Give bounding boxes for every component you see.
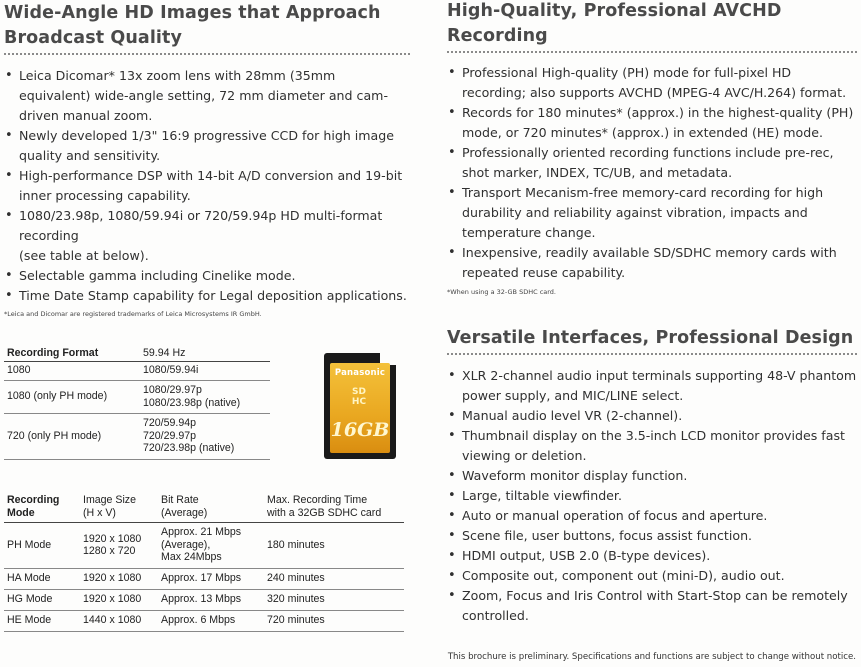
dotted-divider [4,53,410,55]
list-item: • Transport Mecanism-free memory-card recording for high durability and reliability against vibration, impacts and temperature change. [447,183,857,243]
section-title-avchd: High-Quality, Professional AVCHD Recording [447,1,782,46]
header-line: with a 32GB SDHC card [267,506,382,519]
list-item: • Scene file, user buttons, focus assist function. [447,526,857,546]
cell-line: Approx. 21 Mbps [161,526,242,539]
table-cell: 1920 x 1080 [83,572,142,585]
list-item: • Time Date Stamp capability for Legal deposition applications. [4,286,410,306]
dotted-divider [447,51,857,53]
table-cell: 1920 x 1080 [83,593,142,606]
cell-line: 1920 x 1080 [83,532,142,545]
table-header-row [4,346,270,361]
format-value: 1080/23.98p (native) [143,396,241,409]
table-cell: HG Mode [7,593,53,606]
sdhc-footnote: *When using a 32-GB SDHC card. [447,288,557,296]
table-row [4,380,270,413]
dotted-divider [447,353,857,355]
header-line: Recording [7,494,60,507]
table-cell: 1080/59.94i [143,364,199,377]
sdhc-card-image [324,353,396,459]
list-item: • Thumbnail display on the 3.5-inch LCD monitor provides fast viewing or deletion. [447,426,857,466]
format-value: 720/29.97p [143,429,197,442]
table-cell: 720 minutes [267,614,325,627]
wide-angle-feature-list [4,66,410,306]
list-item: • Records for 180 minutes* (approx.) in the highest-quality (PH) mode, or 720 minutes* (approx.) in extended (HE) mode. [447,103,857,143]
recording-format-table [4,346,270,460]
list-item-text: 1080/23.98p, 1080/59.94i or 720/59.94p HD multi-format recording [19,208,383,243]
table-cell: Approx. 17 Mbps [161,572,242,585]
cell-line: Max 24Mbps [161,551,222,564]
table-cell [140,380,270,413]
table-row [4,413,270,459]
section-title-wide-angle [4,1,410,51]
table-cell: 720 (only PH mode) [7,429,102,442]
table-cell [158,522,264,568]
right-column [447,0,857,626]
list-item: • Professional High-quality (PH) mode for full-pixel HD recording; also supports AVCHD (MPEG-4 AVC/H.264) format. [447,63,857,103]
table-cell: HE Mode [7,614,52,627]
table-header-cell: 59.94 Hz [143,347,186,359]
recording-mode-table [4,492,404,632]
left-column [4,0,410,627]
interfaces-feature-list [447,366,857,626]
list-item: • Leica Dicomar* 13x zoom lens with 28mm (35mm equivalent) wide-angle setting, 72 mm diameter and cam-driven manual zoom. [4,66,410,126]
format-value: 720/23.98p (native) [143,442,235,455]
section-title-interfaces: Versatile Interfaces, Professional Design [447,328,854,348]
card-capacity: 16GB [330,419,390,441]
title-line-2: Broadcast Quality [4,28,182,48]
table-header-cell [158,492,264,522]
card-type-logo: SD HC [351,387,367,407]
table-cell [80,522,158,568]
list-item: • Composite out, component out (mini-D), audio out. [447,566,857,586]
list-item: • Manual audio level VR (2-channel). [447,406,857,426]
table-cell: 320 minutes [267,593,325,606]
table-header-cell: Recording Format [7,347,99,359]
header-line: Bit Rate [161,494,199,507]
avchd-feature-list [447,63,857,283]
table-cell [140,413,270,459]
table-cell: 1080 [7,364,31,377]
table-header-cell [4,492,80,522]
table-header-cell [264,492,404,522]
list-item: • XLR 2-channel audio input terminals supporting 48-V phantom power supply, and MIC/LINE select. [447,366,857,406]
list-item: • Professionally oriented recording functions include pre-rec, shot marker, INDEX, TC/UB, and metadata. [447,143,857,183]
header-line: Mode [7,506,35,519]
list-item [4,206,410,266]
list-item: • Inexpensive, readily available SD/SDHC memory cards with repeated reuse capability. [447,243,857,283]
table-row [4,361,270,380]
format-value: 720/59.94p [143,417,197,430]
table-row [4,522,404,568]
title-line-1: Wide-Angle HD Images that Approach [4,3,381,23]
list-item: • Large, tiltable viewfinder. [447,486,857,506]
table-cell: 1080 (only PH mode) [7,390,108,403]
table-header-row [4,492,404,522]
header-line: Image Size [83,494,136,507]
cell-line: (Average), [161,538,211,551]
table-cell: Approx. 13 Mbps [161,593,242,606]
list-item: • Newly developed 1/3" 16:9 progressive CCD for high image quality and sensitivity. [4,126,410,166]
header-line: Max. Recording Time [267,494,368,507]
table-cell: Approx. 6 Mbps [161,614,236,627]
list-item: • Waveform monitor display function. [447,466,857,486]
header-line: (Average) [161,506,208,519]
card-label [330,363,390,453]
table-cell: 1440 x 1080 [83,614,142,627]
list-item: • High-performance DSP with 14-bit A/D conversion and 19-bit inner processing capability. [4,166,410,206]
format-value: 1080/29.97p [143,384,202,396]
table-cell: HA Mode [7,572,51,585]
list-item: • Auto or manual operation of focus and aperture. [447,506,857,526]
list-item: • Selectable gamma including Cinelike mode. [4,266,410,286]
list-item-text-cont: (see table at below). [19,248,149,263]
table-row [4,568,404,589]
disclaimer-footer: This brochure is preliminary. Specifications and functions are subject to change without notice. [447,652,856,662]
header-line: (H x V) [83,506,116,519]
table-cell: 180 minutes [267,538,325,551]
list-item: • HDMI output, USB 2.0 (B-type devices). [447,546,857,566]
cell-line: 1280 x 720 [83,545,136,557]
table-row [4,589,404,610]
table-row [4,610,404,631]
table-cell: PH Mode [7,538,52,551]
table-cell: 240 minutes [267,572,325,585]
card-brand: Panasonic [334,368,386,378]
trademark-footnote: *Leica and Dicomar are registered trademarks of Leica Microsystems IR GmbH. [4,310,262,318]
table-header-cell [80,492,158,522]
list-item: • Zoom, Focus and Iris Control with Start-Stop can be remotely controlled. [447,586,857,626]
